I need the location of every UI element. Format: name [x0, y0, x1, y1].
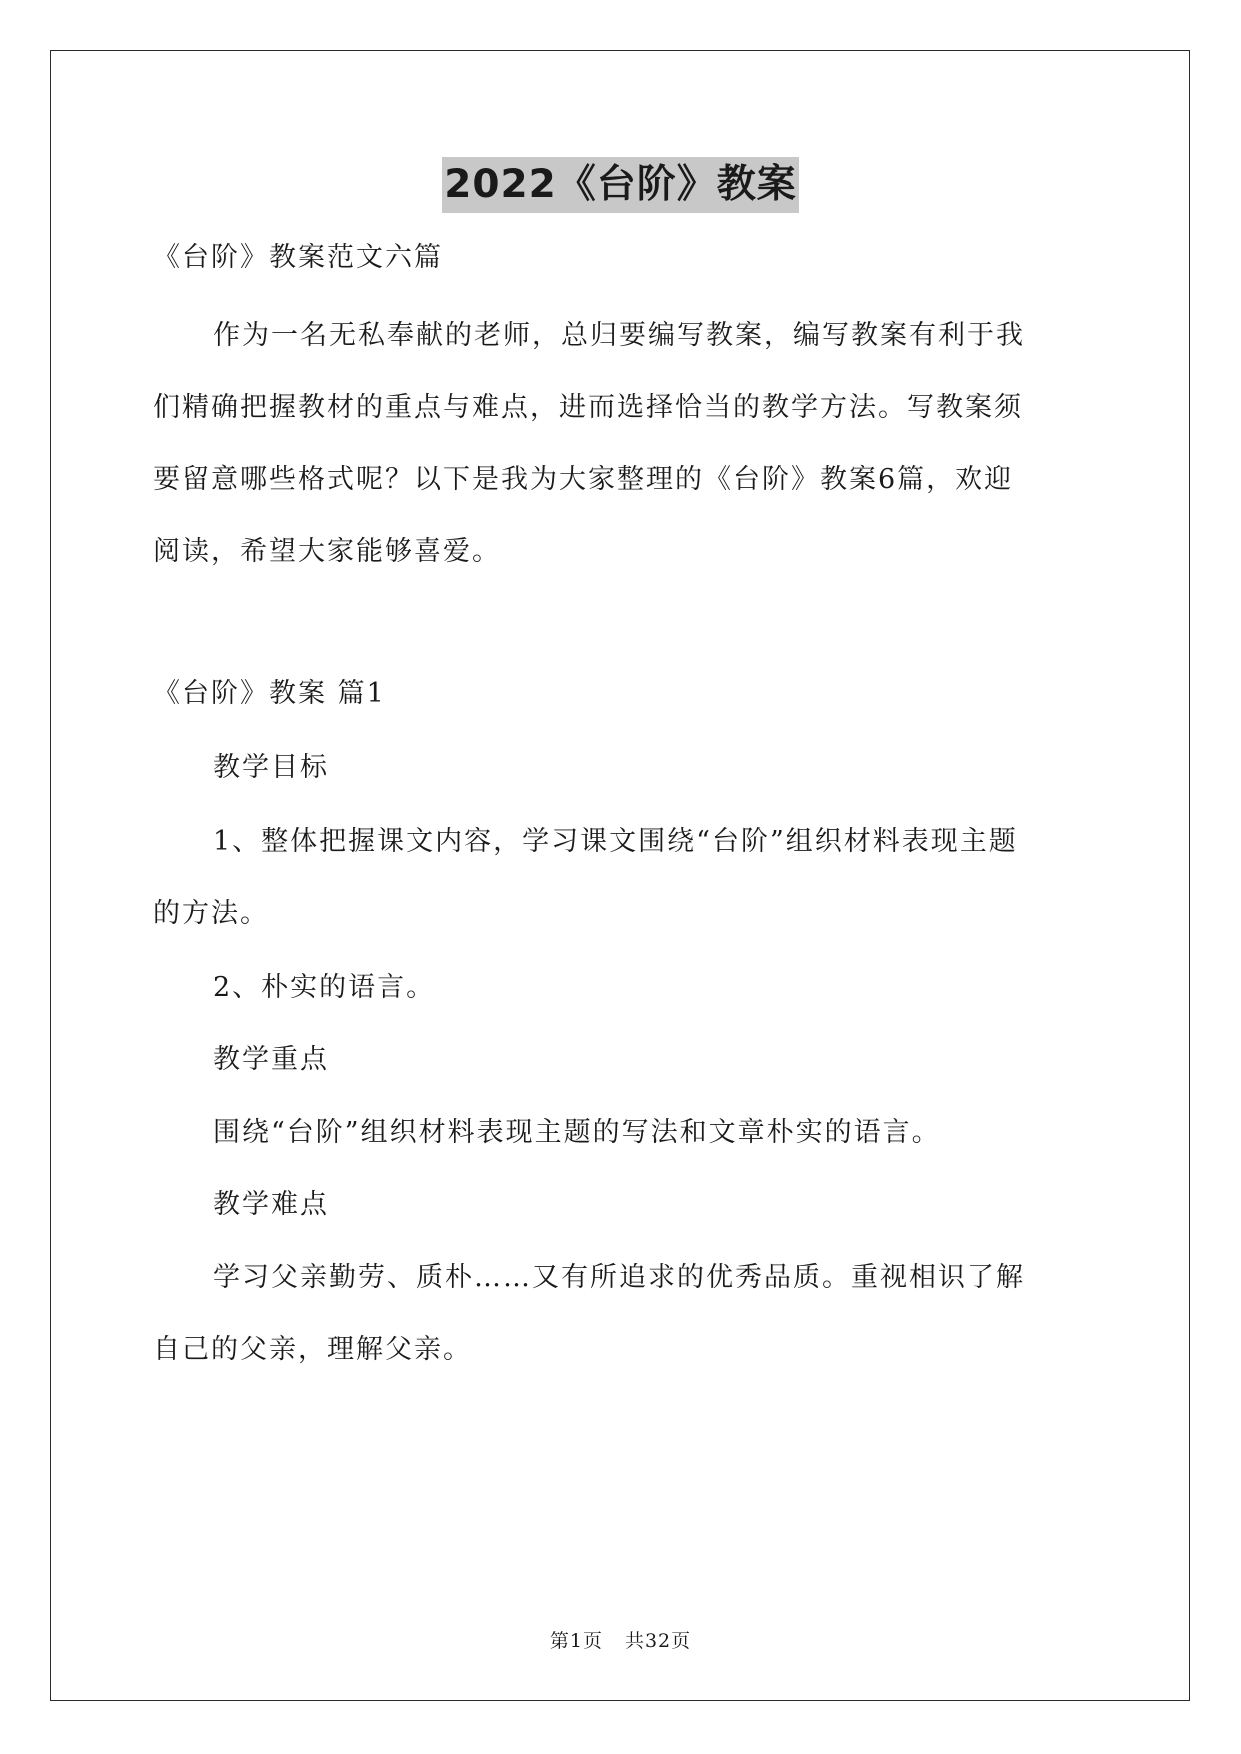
- intro-line-1: 作为一名无私奉献的老师，总归要编写教案，编写教案有利于我: [213, 320, 1025, 351]
- objectives-heading: 教学目标: [213, 752, 329, 783]
- intro-line-3: 要留意哪些格式呢？以下是我为大家整理的《台阶》教案6篇，欢迎: [153, 464, 1014, 495]
- section-heading: 《台阶》教案 篇1: [153, 678, 386, 709]
- title-container: [0, 157, 1241, 213]
- objective-1-line-1: 1、整体把握课文内容，学习课文围绕“台阶”组织材料表现主题: [213, 826, 1018, 857]
- objective-2: 2、朴实的语言。: [213, 972, 436, 1003]
- page-total: 共32页: [624, 1630, 692, 1652]
- page-border: [50, 50, 1190, 1701]
- objective-1-line-2: 的方法。: [153, 898, 269, 929]
- page-footer: [0, 1626, 1241, 1653]
- document-title: 2022《台阶》教案: [442, 157, 799, 213]
- page-number: 第1页: [549, 1630, 603, 1652]
- difficulties-line-2: 自己的父亲，理解父亲。: [153, 1334, 472, 1365]
- key-points-text: 围绕“台阶”组织材料表现主题的写法和文章朴实的语言。: [213, 1117, 941, 1148]
- key-points-heading: 教学重点: [213, 1044, 329, 1075]
- intro-line-2: 们精确把握教材的重点与难点，进而选择恰当的教学方法。写教案须: [153, 392, 1023, 423]
- difficulties-heading: 教学难点: [213, 1189, 329, 1220]
- intro-line-4: 阅读，希望大家能够喜爱。: [153, 536, 501, 567]
- document-subtitle: 《台阶》教案范文六篇: [153, 242, 443, 273]
- difficulties-line-1: 学习父亲勤劳、质朴……又有所追求的优秀品质。重视相识了解: [213, 1262, 1025, 1293]
